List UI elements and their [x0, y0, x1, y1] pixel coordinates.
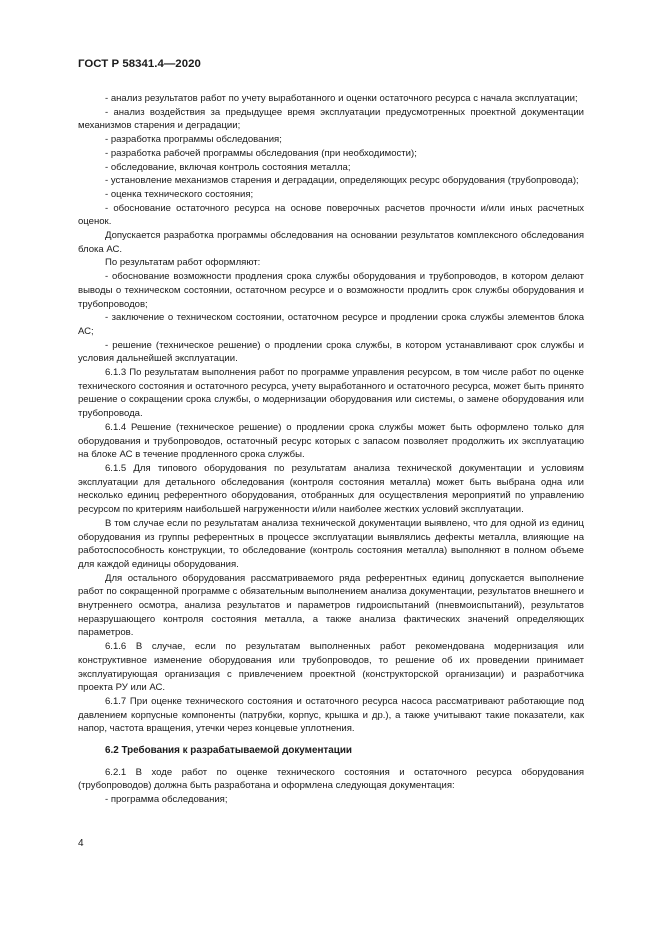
- paragraph: - обследование, включая контроль состояния металла;: [105, 161, 351, 173]
- paragraph: 6.1.4 Решение (техническое решение) о продлении срока службы может быть оформлено только для оборудования и трубопроводов, остаточный ресурс которых с запасом позволяет продолжить их эксплуатацию на блоке АС в течение продленного срока службы.: [78, 421, 584, 461]
- paragraph: - анализ воздействия за предыдущее время эксплуатации предусмотренных проектной документации механизмов старения и деградации;: [78, 106, 584, 132]
- paragraph: 6.1.6 В случае, если по результатам выполненных работ рекомендована модернизация или конструктивное изменение оборудования или трубопроводов, то решение об их проведении принимает эксплуатирующая организация с привлечением проектной (конструкторской организации) и разработчика проекта РУ или АС.: [78, 641, 584, 694]
- paragraph: 6.1.3 По результатам выполнения работ по программе управления ресурсом, в том числе работ по оценке технического состояния и остаточного ресурса, учету выработанного и остаточного ресурса, может быть принято решение о сокращении срока службы, о модернизации оборудования или системы, о замене оборудования или трубопровода.: [78, 367, 584, 420]
- paragraph: - оценка технического состояния;: [105, 188, 254, 200]
- paragraph: - заключение о техническом состоянии, остаточном ресурсе и продлении срока службы элементов блока АС;: [78, 312, 584, 337]
- paragraph: - решение (техническое решение) о продлении срока службы, в котором устанавливают срок службы и условия дальнейшей эксплуатации.: [78, 339, 584, 365]
- paragraph: - программа обследования;: [105, 794, 228, 806]
- paragraph: - разработка программы обследования;: [105, 134, 282, 146]
- page-number: 4: [78, 838, 84, 849]
- paragraph: - установление механизмов старения и деградации, определяющих ресурс оборудования (трубопровода);: [105, 175, 579, 187]
- paragraph: 6.2.1 В ходе работ по оценке технического состояния и остаточного ресурса оборудования (трубопроводов) должна быть разработана и оформлена следующая документация:: [78, 766, 584, 792]
- paragraph: Для остального оборудования рассматриваемого ряда референтных единиц допускается выполнение работ по сокращенной программе с обязательным выполнением анализа документации, результатов внешнего и внутреннего осмотра, анализа результатов и параметров гидроиспытаний (пневмоиспытаний), результатов неразрушающего контроля состояния металла, а также анализа фактических значений определяющих параметров.: [78, 572, 584, 639]
- paragraph: - анализ результатов работ по учету выработанного и оценки остаточного ресурса с начала эксплуатации;: [105, 93, 578, 104]
- paragraph: 6.1.5 Для типового оборудования по результатам анализа технической документации и условиям эксплуатации для детального обследования (контроля состояния металла) может быть выбрана одна или несколько единиц референтного оборудования, отобранных для осуществления мероприятий по управлению ресурсом по критериям наибольшей нагруженности и/или наиболее жестких условий эксплуатации.: [78, 462, 584, 516]
- paragraph: - обоснование остаточного ресурса на основе поверочных расчетов прочности и/или иных расчетных оценок.: [78, 202, 584, 228]
- section-heading: 6.2 Требования к разрабатываемой документации: [105, 745, 352, 757]
- paragraph: 6.1.7 При оценке технического состояния и остаточного ресурса насоса рассматривают работающие под давлением корпусные компоненты (патрубки, корпус, крышка и др.), а также учитывают такие показатели, как напор, частота вращения, утечки через концевые уплотнения.: [78, 695, 584, 735]
- paragraph: - разработка рабочей программы обследования (при необходимости);: [105, 147, 417, 159]
- paragraph: По результатам работ оформляют:: [105, 257, 261, 269]
- standard-header: ГОСТ Р 58341.4—2020: [78, 58, 201, 70]
- paragraph: - обоснование возможности продления срока службы оборудования и трубопроводов, в котором делают выводы о техническом состоянии, остаточном ресурсе и о возможности продлить срок службы оборудования и трубопроводов;: [78, 271, 584, 310]
- paragraph: В том случае если по результатам анализа технической документации выявлено, что для одной из единиц оборудования из группы референтных в процессе эксплуатации выявлялись дефекты металла, влияющие на работоспособность конструкции, то обследование (контроль состояния металла) выполняют в полном объеме для каждой единицы оборудования.: [78, 517, 584, 570]
- paragraph: Допускается разработка программы обследования на основании результатов комплексного обследования блока АС.: [78, 230, 584, 255]
- body-text: [78, 92, 584, 807]
